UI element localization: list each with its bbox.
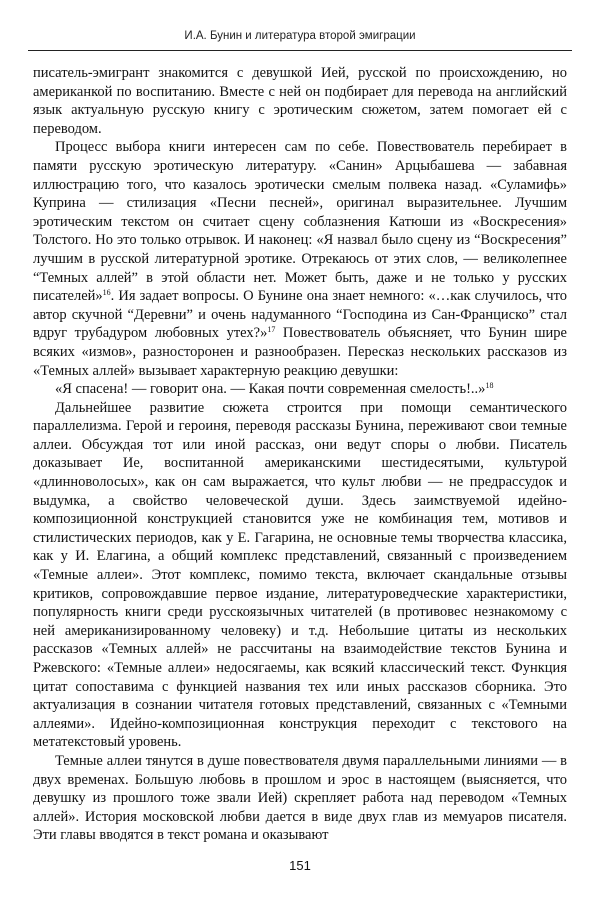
paragraph bbox=[33, 138, 567, 380]
page-number: 151 bbox=[289, 858, 311, 873]
footnote-ref: 17 bbox=[267, 325, 276, 335]
header-rule bbox=[28, 50, 572, 51]
paragraph-text: Дальнейшее развитие сюжета строится при помощи семантического параллелизма. Герой и героиня, переводя рассказы Бунина, переживают свои темные аллеи. Обсуждая тот или иной рассказ, они ведут споры о любви. Писатель доказывает Ие, воспитанной американскими шестидесятыми, культурой «длинноволосых», как он сам выражается, что культ любви — не предрассудок и выдумка, а свойство человеческой души. Здесь заимствуемой идейно-композиционной конструкцией становится уже не комбинация тем, мотивов и стилистических периодов, как у Е. Гагарина, не основные темы творчества классика, как у И. Елагина, а общий комплекс представлений, связанный с произведением «Темные аллеи». Этот комплекс, помимо текста, включает скандальные отзывы критиков, сопровождавшие первое издание, литературоведческие характеристики, популярность книги среди русскоязычных читателей (в противовес незнакомому с ней американизированному человеку) и т.д. Небольшие цитаты из нескольких рассказов «Темных аллей» не рассчитаны на взаимодействие текстов Бунина и Ржевского: «Темные аллеи» недосягаемы, как всякий классический текст. Функция цитат сопоставима с функцией названия тех или иных рассказов сборника. Это актуализация в сознании читателя готовых представлений, связанных с «Темными аллеями». Идейно-композиционная конструкция переходит с текстового на метатекстовый уровень. bbox=[33, 399, 567, 751]
footnote-ref: 16 bbox=[102, 288, 111, 298]
paragraph-text: Темные аллеи тянутся в душе повествователя двумя параллельными линиями — в двух временах. Большую любовь в прошлом и эрос в настоящем (выясняется, что девушку из прошлого тоже звали Ией) скрепляет работа над переводом «Темных аллей». История московской любви дается в виде двух глав из мемуаров писателя. Эти главы вводятся в текст романа и оказывают bbox=[33, 752, 567, 844]
paragraph bbox=[33, 380, 567, 399]
paragraph bbox=[33, 399, 567, 752]
footnote-ref: 18 bbox=[485, 381, 494, 391]
running-header: И.А. Бунин и литература второй эмиграции bbox=[184, 30, 416, 42]
paragraph-text: Повествователь объясняет, что Бунин шире всяких «измов», разносторонен и разнообразен. Пересказ нескольких рассказов из «Темных аллей» вызывает характерную реакцию девушки: bbox=[33, 325, 567, 379]
paragraph bbox=[33, 752, 567, 845]
paragraph-text: . Ия задает вопросы. О Бунине она знает немного: «…как случилось, что автор скучной “Деревни” и очень надуманного “Господина из Сан-Франциско” стал вдруг трубадуром любовных утех?» bbox=[33, 288, 567, 342]
paragraph bbox=[33, 64, 567, 138]
paragraph-text: Процесс выбора книги интересен сам по себе. Повествователь перебирает в памяти русскую эротическую литературу. «Санин» Арцыбашева — забавная иллюстрацию того, что казалось эротически смелым полвека назад. «Суламифь» Куприна — стилизация «Песни песней», оригинал выразительнее. Лучшим эротическим текстом он считает сцену соблазнения Катюши из «Воскресения» Толстого. Но это только отрывок. И наконец: «Я назвал было сцену из “Воскресения” лучшим в русской литературной эротике. Отрекаюсь от этих слов, — великолепнее “Темных аллей” в этой области нет. Может быть, даже и не только у русских писателей» bbox=[33, 139, 567, 305]
paragraph-text: писатель-эмигрант знакомится с девушкой Ией, русской по происхождению, но американкой по воспитанию. Вместе с ней он подбирает для перевода на английский язык актуальную русскую книгу с эротическим сюжетом, затем помогает ей с переводом. bbox=[33, 65, 567, 137]
paragraph-text: «Я спасена! — говорит она. — Какая почти современная смелость!..» bbox=[55, 381, 486, 398]
body-text bbox=[33, 64, 567, 845]
